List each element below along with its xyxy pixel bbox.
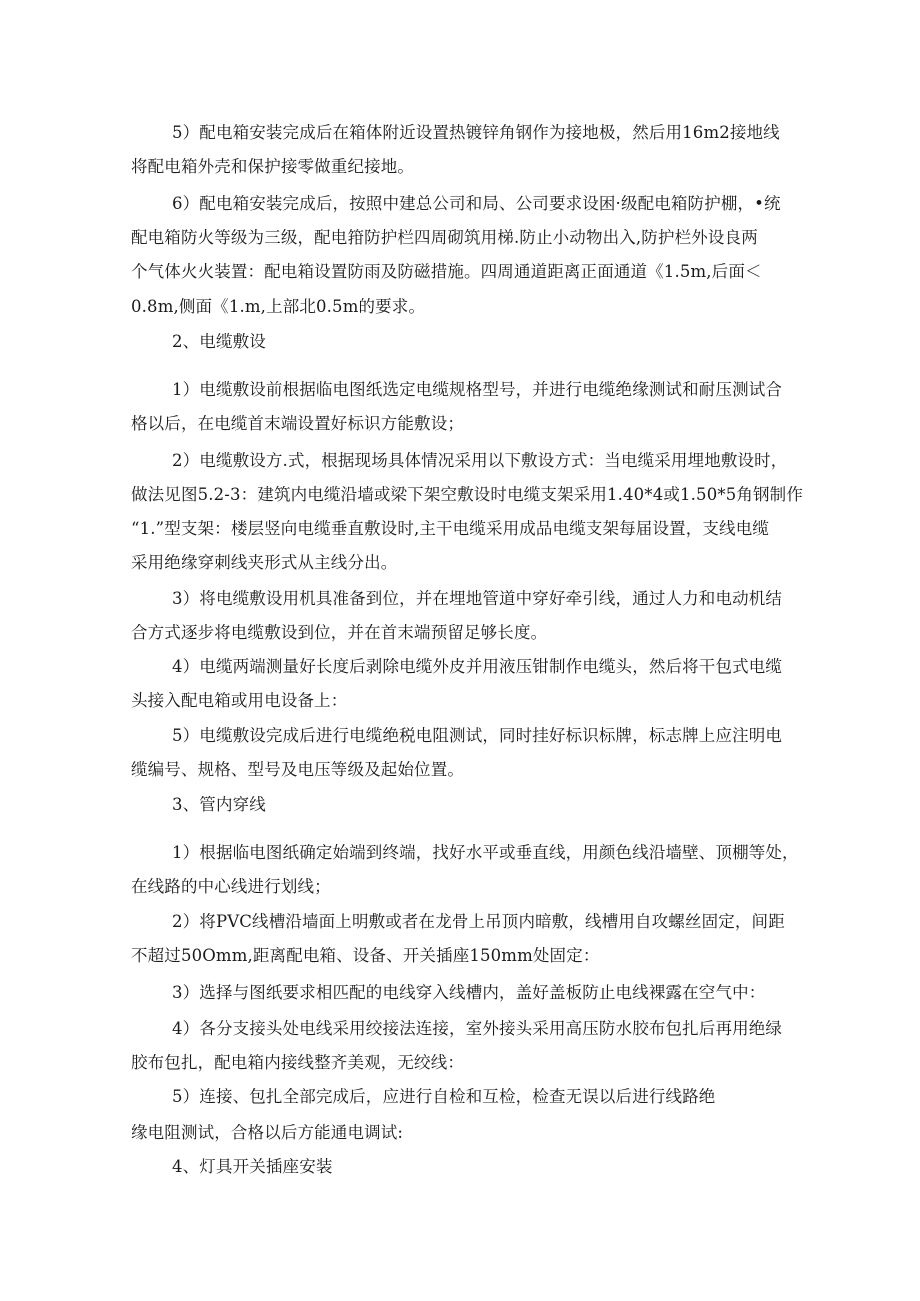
paragraph-line: 3）将电缆敷设用机具准备到位，并在埋地管道中穿好牵引线，通过人力和电动机结	[172, 589, 783, 608]
paragraph-line: 5）连接、包扎全部完成后，应进行自检和互检，检查无误以后进行线路绝	[172, 1087, 716, 1106]
paragraph-line: 个气体火火装置：配电箱设置防雨及防磁措施。四周通道距离正面通道《1.5m,后面＜	[131, 262, 762, 281]
section-heading: 3、管内穿线	[172, 795, 266, 814]
paragraph-line: 胶布包扎，配电箱内接线整齐美观，无绞线：	[131, 1053, 464, 1072]
paragraph-line: 3）选择与图纸要求相匹配的电线穿入线槽内，盖好盖板防止电线裸露在空气中：	[172, 983, 766, 1002]
paragraph-line: 配电箱防火等级为三级，配电箝防护栏四周砌筑用梯.防止小动物出入,防护栏外设良两	[131, 228, 758, 247]
section-heading: 2、电缆敷设	[172, 332, 266, 351]
paragraph-line: 头接入配电箱或用电设备上：	[131, 691, 348, 710]
paragraph-line: 采用绝缘穿刺线夹形式从主线分出。	[131, 553, 398, 572]
paragraph-line: 缘电阻测试，合格以后方能通电调试:	[131, 1123, 404, 1142]
paragraph-line: 2）电缆敷设方.式，根据现场具体情况采用以下敷设方式：当电缆采用埋地敷设时，	[172, 451, 788, 470]
section-heading: 4、灯具开关插座安装	[172, 1157, 333, 1176]
paragraph-line: 1）根据临电图纸确定始端到终端，找好水平或垂直线，用颜色线沿墙壁、顶棚等处，	[172, 843, 799, 862]
paragraph-line: 4）电缆两端测量好长度后剥除电缆外皮并用液压钳制作电缆头，然后将干包式电缆	[172, 657, 783, 676]
paragraph-line: 6）配电箱安装完成后，按照中建总公司和局、公司要求设困·级配电箱防护棚，•统	[172, 194, 781, 213]
paragraph-line: 将配电箱外壳和保护接零做重纪接地。	[131, 157, 415, 176]
paragraph-line: 4）各分支接头处电线采用绞接法连接，室外接头采用高压防水胶布包扎后再用绝绿	[172, 1019, 783, 1038]
paragraph-line: 5）配电箱安装完成后在箱体附近设置热镀锌角钢作为接地极，然后用16m2接地线	[172, 123, 780, 142]
paragraph-line: 做法见图5.2-3：建筑内电缆沿墙或梁下架空敷设时电缆支架采用1.40*4或1.50*5角钢制作	[131, 485, 803, 504]
paragraph-line: 1）电缆敷设前根据临电图纸选定电缆规格型号，并进行电缆绝缘测试和耐压测试合	[172, 380, 783, 399]
paragraph-line: 缆编号、规格、型号及电压等级及起始位置。	[131, 760, 464, 779]
paragraph-line: 格以后，在电缆首末端设置好标识方能敷设；	[131, 414, 464, 433]
paragraph-line: 0.8m,侧面《1.m,上部北0.5m的要求。	[131, 297, 426, 316]
paragraph-line: 合方式逐步将电缆敷设到位，并在首末端预留足够长度。	[131, 623, 548, 642]
paragraph-line: 在线路的中心线进行划线；	[131, 877, 331, 896]
paragraph-line: 2）将PVC线槽沿墙面上明敷或者在龙骨上吊顶内暗敷，线槽用自攻螺丝固定，间距	[172, 912, 785, 931]
paragraph-line: 不超过50Omm,距离配电箱、设备、开关插座150mm处固定：	[131, 946, 600, 965]
paragraph-line: “1.”型支架：楼层竖向电缆垂直敷设时,主干电缆采用成品电缆支架每届设置，支线电缆	[131, 519, 770, 538]
paragraph-line: 5）电缆敷设完成后进行电缆绝税电阻测试，同时挂好标识标牌，标志牌上应注明电	[172, 726, 783, 745]
